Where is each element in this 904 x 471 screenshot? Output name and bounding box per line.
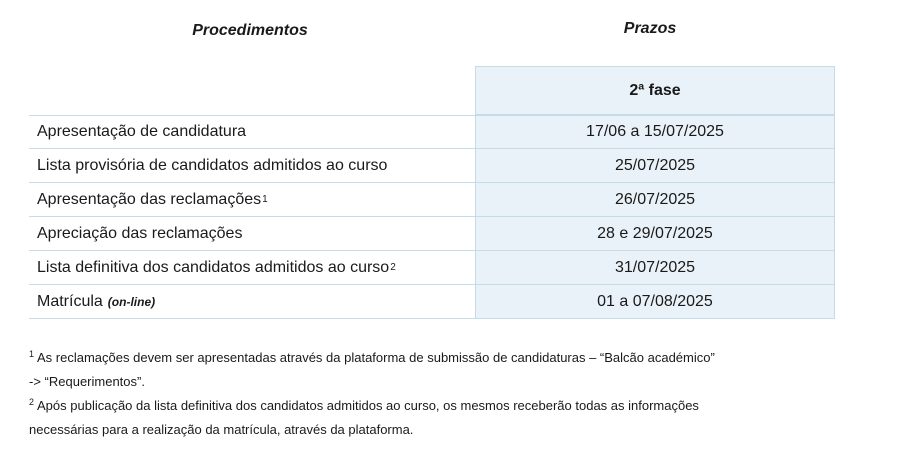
header-prazos: Prazos bbox=[623, 20, 677, 37]
header-procedimentos: Procedimentos bbox=[192, 22, 308, 39]
footnote-2 bbox=[29, 394, 869, 418]
table-row bbox=[29, 115, 835, 149]
footnote-2-continuation: necessárias para a realização da matrícula, através da plataforma. bbox=[29, 422, 414, 437]
table-row bbox=[29, 183, 835, 217]
deadline-date: 28 e 29/07/2025 bbox=[475, 217, 835, 250]
deadline-date: 17/06 a 15/07/2025 bbox=[475, 116, 835, 148]
procedure-label: Apresentação das reclamações 1 bbox=[37, 190, 268, 208]
footnote-marker: 1 bbox=[29, 348, 35, 359]
procedure-label: Matrícula (on-line) bbox=[37, 292, 156, 310]
table-row bbox=[29, 285, 835, 319]
procedure-label: Apreciação das reclamações bbox=[37, 224, 243, 242]
procedure-label: Lista definitiva dos candidatos admitidos ao curso 2 bbox=[37, 258, 396, 276]
deadline-date: 31/07/2025 bbox=[475, 251, 835, 284]
schedule-table bbox=[29, 115, 835, 319]
deadline-date: 26/07/2025 bbox=[475, 183, 835, 216]
footnote-1 bbox=[29, 346, 869, 370]
footnotes bbox=[29, 346, 869, 442]
phase-header: 2ª fase bbox=[475, 66, 835, 115]
deadline-date: 25/07/2025 bbox=[475, 149, 835, 182]
table-row bbox=[29, 251, 835, 285]
table-row bbox=[29, 217, 835, 251]
procedure-label: Lista provisória de candidatos admitidos ao curso bbox=[37, 156, 388, 174]
procedure-label: Apresentação de candidatura bbox=[37, 123, 247, 140]
footnote-text: Após publicação da lista definitiva dos candidatos admitidos ao curso, os mesmos receberão todas as informações bbox=[37, 398, 699, 413]
deadline-date: 01 a 07/08/2025 bbox=[475, 285, 835, 318]
footnote-1-continuation: -> “Requerimentos”. bbox=[29, 374, 145, 389]
table-row bbox=[29, 149, 835, 183]
footnote-marker: 2 bbox=[29, 396, 35, 407]
online-note: (on-line) bbox=[107, 294, 156, 309]
footnote-text: As reclamações devem ser apresentadas através da plataforma de submissão de candidaturas – “Balcão académico” bbox=[37, 350, 715, 365]
